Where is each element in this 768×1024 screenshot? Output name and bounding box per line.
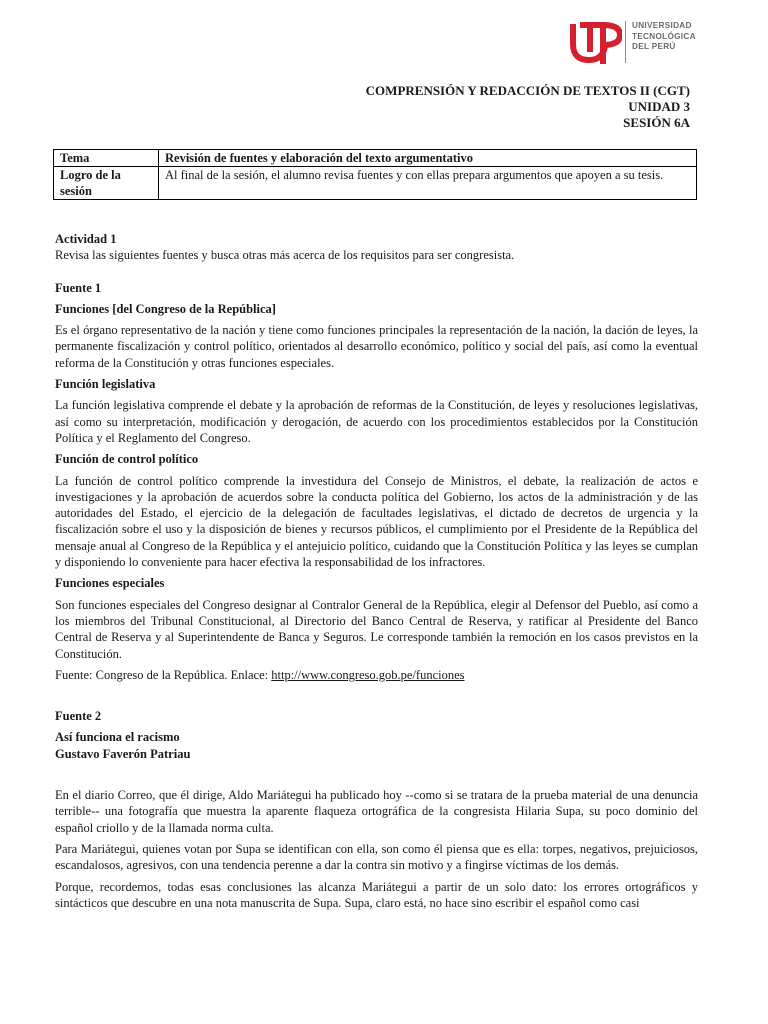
goal-label: Logro de la sesión (54, 167, 159, 200)
activity-instruction: Revisa las siguientes fuentes y busca otras más acerca de los requisitos para ser congresista. (55, 248, 515, 263)
table-row (54, 167, 697, 200)
logo-divider (625, 21, 626, 63)
source1-label: Fuente 1 (55, 280, 102, 295)
table-row (54, 150, 697, 167)
source1-sub1-text: La función legislativa comprende el debate y la aprobación de reformas de la Constitución, de leyes y resoluciones legislativas, así como su interpretación, modificación y derogación, de acuerdo con los procedimientos establecidos por la Constitución Política y el Reglamento del Congreso. (55, 398, 698, 445)
logo-line: TECNOLÓGICA (632, 31, 696, 41)
goal-value: Al final de la sesión, el alumno revisa fuentes y con ellas prepara argumentos que apoyen a su tesis. (159, 167, 697, 200)
source1-sub2-text: La función de control político comprende la investidura del Consejo de Ministros, el debate, la realización de actos e investigaciones y la aprobación de acuerdos sobre la conducta política del Gobierno, los actos de la administración y de las autoridades del Estado, el ejercicio de la delegación de facultades legislativas, el dictado de decretos de urgencia y la fiscalización sobre el uso y la disposición de bienes y recursos públicos, el cumplimiento por el Presidente de la República del mensaje anual al Congreso de la República y el antejuicio político, cuidando que la Constitución Política y las leyes se cumplan y disponiendo lo conveniente para hacer efectiva la responsabilidad de los infractores. (55, 473, 698, 570)
source1-sub3-text: Son funciones especiales del Congreso designar al Contralor General de la República, elegir al Defensor del Pueblo, así como a los miembros del Tribunal Constitucional, al Directorio del Banco Central de Reserva, y ratificar al Presidente del Banco Central de Reserva y al Superintendente de Banca y Seguros. Le corresponde también la remoción en los casos previstos en la Constitución. (55, 597, 698, 661)
document-header (366, 83, 690, 131)
document-body (55, 231, 698, 911)
logo-line: UNIVERSIDAD (632, 21, 692, 30)
source2-paragraph: En el diario Correo, que él dirige, Aldo Mariátegui ha publicado hoy --como si se tratara de la prueba material de una denuncia terrible-- una fotografía que muestra la aparente flaqueza ortográfica de la congresista Hilaria Supa, su poco dominio del español criollo y de la llamada norma culta. (55, 788, 698, 835)
reference-prefix: Fuente: Congreso de la República. Enlace: (55, 667, 272, 682)
source1-reference (55, 667, 698, 683)
logo-line: DEL PERÚ (632, 42, 676, 51)
source1-sub3-title: Funciones especiales (55, 576, 165, 591)
source1-sub1-title: Función legislativa (55, 377, 156, 392)
logo-wordmark (632, 21, 696, 53)
congreso-link[interactable]: http://www.congreso.gob.pe/funciones (271, 667, 465, 682)
unit-label: UNIDAD 3 (628, 99, 690, 114)
source1-sub2-title: Función de control político (55, 452, 199, 467)
source2-paragraph: Porque, recordemos, todas esas conclusiones las alcanza Mariátegui a partir de un solo dato: los errores ortográficos y sintácticos que descubre en una nota manuscrita de Supa. Supa, claro está, no hace sino escribir el español como casi (55, 879, 698, 910)
source1-title: Funciones [del Congreso de la República] (55, 301, 276, 316)
source2-paragraph: Para Mariátegui, quienes votan por Supa se identifican con ella, son como él piensa que es ella: torpes, negativos, prejuiciosos, escandalosos, agresivos, con una tendencia perenne a dar la contra sin motivo y a fingirse víctimas de los demás. (55, 841, 698, 873)
activity-title: Actividad 1 (55, 232, 117, 246)
session-label: SESIÓN 6A (623, 115, 690, 130)
topic-label: Tema (54, 150, 159, 167)
source2-title: Así funciona el racismo (55, 730, 180, 745)
utp-logo-icon (570, 18, 622, 66)
topic-value: Revisión de fuentes y elaboración del texto argumentativo (159, 150, 697, 167)
source1-intro: Es el órgano representativo de la nación y tiene como funciones principales la representación de la nación, la dación de leyes, la permanente fiscalización y control político, orientados al desarrollo económico, político y social del país, así como la eventual reforma de la Constitución y otras funciones especiales. (55, 323, 698, 370)
university-logo (570, 18, 710, 66)
source2-label: Fuente 2 (55, 709, 102, 724)
session-info-table (53, 149, 697, 200)
source2-author: Gustavo Faverón Patriau (55, 746, 191, 761)
course-title: COMPRENSIÓN Y REDACCIÓN DE TEXTOS II (CGT) (365, 83, 690, 98)
